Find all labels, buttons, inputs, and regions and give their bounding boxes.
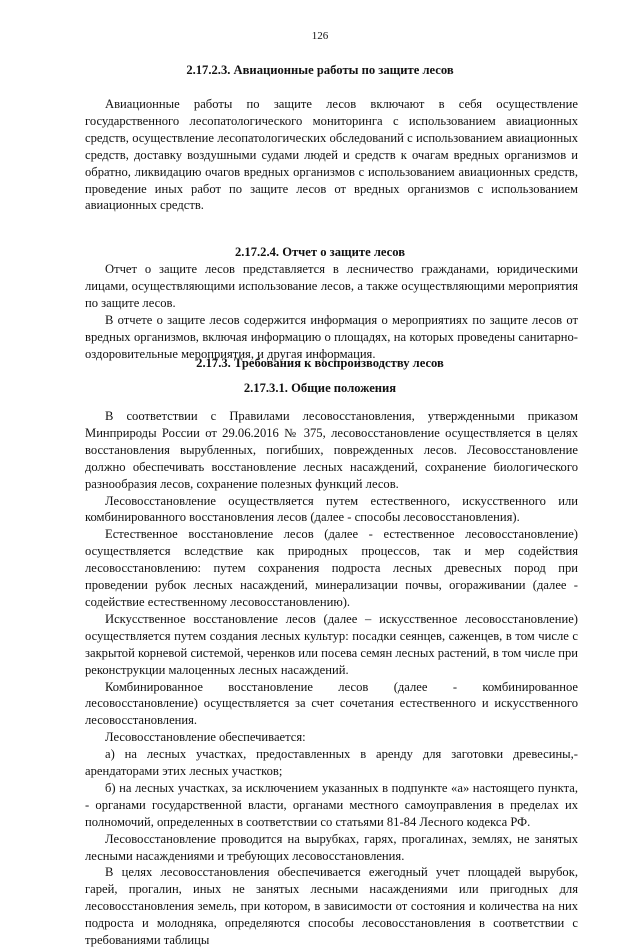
section-protection-report [85, 261, 578, 362]
paragraph: Авиационные работы по защите лесов включают в себя осуществление государственного лесопатологического мониторинга с использованием авиационных средств, осуществление лесопатологических обследований с использованием авиационных средств, доставку воздушными судами людей и средств к очагам вредных организмов и обратно, ликвидацию очагов вредных организмов с использованием авиационных средств, проведение иных работ по защите лесов от вредных организмов с использованием авиационных средств. [85, 97, 578, 213]
page-number: 126 [311, 30, 329, 42]
paragraph: Лесовосстановление осуществляется путем естественного, искусственного или комбинированного восстановления лесов (далее - способы лесовосстановления). [85, 493, 578, 525]
paragraph: Естественное восстановление лесов (далее - естественное лесовосстановление) осуществляется вследствие как природных процессов, так и мер содействия лесовосстановлению: путем сохранения подроста лесных древесных пород при проведении рубок лесных насаждений, минерализации почвы, огораживании (далее - содействие естественному лесовосстановлению). [85, 527, 578, 609]
paragraph: В соответствии с Правилами лесовосстановления, утвержденными приказом Минприроды России от 29.06.2016 № 375, лесовосстановление осуществляется в целях восстановления вырубленных, погибших, поврежденных лесов. Лесовосстановление должно обеспечивать восстановление лесных насаждений, сохранение биологического разнообразия лесов, сохранение полезных функций лесов. [85, 409, 578, 491]
section-general-provisions [85, 408, 578, 949]
heading-protection-report: 2.17.2.4. Отчет о защите лесов [234, 245, 406, 259]
paragraph: В отчете о защите лесов содержится информация о мероприятиях по защите лесов от вредных организмов, включая информацию о площадях, на которых проведены санитарно-оздоровительные мероприятия, и другая информация. [85, 312, 578, 361]
paragraph: Отчет о защите лесов представляется в лесничество гражданами, юридическими лицами, осуществляющими использование лесов, а также осуществляющими мероприятия по защите лесов. [85, 262, 578, 310]
list-item: б) на лесных участках, за исключением указанных в подпункте «а» настоящего пункта, - органами государственной власти, органами местного самоуправления в пределах их полномочий, определенных в соответствии со статьями 81-84 Лесного кодекса РФ. [85, 780, 578, 829]
paragraph: Комбинированное восстановление лесов (далее - комбинированное лесовосстановление) осуществляется за счет сочетания естественного и искусственного лесовосстановления. [85, 679, 578, 728]
heading-general-provisions: 2.17.3.1. Общие положения [243, 381, 397, 395]
paragraph: Лесовосстановление обеспечивается: [105, 730, 306, 745]
list-item: а) на лесных участках, предоставленных в аренду для заготовки древесины,- арендаторами этих лесных участков; [85, 747, 578, 779]
paragraph: В целях лесовосстановления обеспечивается ежегодный учет площадей вырубок, гарей, прогалин, иных не занятых лесными насаждениями или пригодных для лесовосстановления земель, при котором, в зависимости от состояния и количества на них подроста и молодняка, определяются способы лесовосстановления в соответствии с требованиями таблицы [85, 865, 578, 948]
paragraph: Искусственное восстановление лесов (далее – искусственное лесовосстановление) осуществляется путем создания лесных культур: посадки сеянцев, саженцев, в том числе с закрытой корневой системой, черенков или посева семян лесных растений, в том числе при реконструкции малоценных лесных насаждений. [85, 611, 578, 677]
heading-aviation-works: 2.17.2.3. Авиационные работы по защите лесов [186, 63, 454, 77]
section-aviation-works [85, 96, 578, 214]
heading-reproduction-requirements: 2.17.3. Требования к воспроизводству лесов [196, 356, 444, 370]
paragraph: Лесовосстановление проводится на вырубках, гарях, прогалинах, землях, не занятых лесными насаждениями и требующих лесовосстановления. [85, 831, 578, 863]
